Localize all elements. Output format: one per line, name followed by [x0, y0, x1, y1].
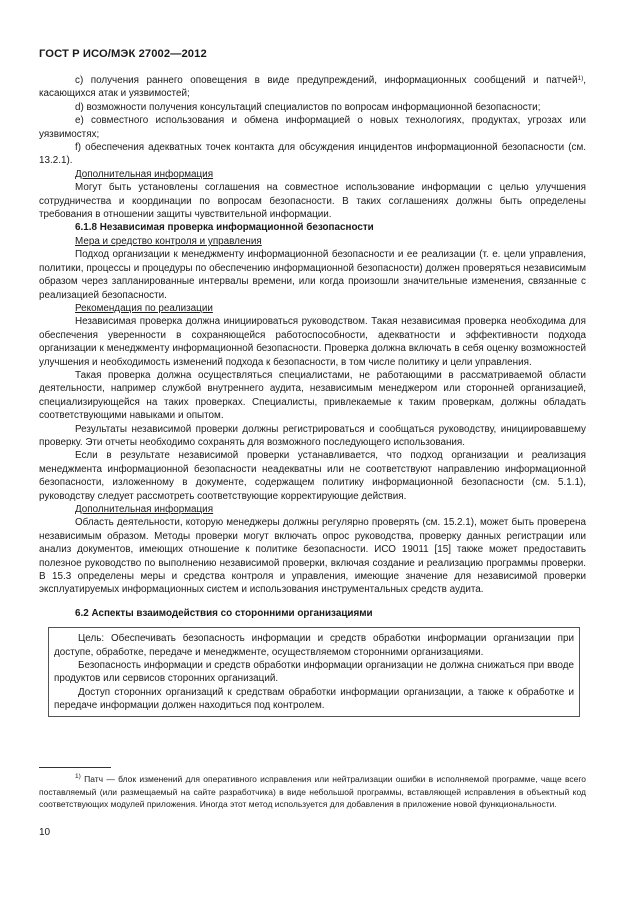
- measure-label: [39, 235, 586, 248]
- footnote-text: Патч — блок изменений для оперативного исправления или нейтрализации ошибки в исполняемой программе, чаще всего поставляемый (или размещаемый на сайте разработчика) в виде небольшой программы, вставляющей исправления в объектный код соответствующих модулей приложения. Иногда этот метод используется для добавления в приложение новой функциональности.: [39, 774, 586, 809]
- page-number: 10: [39, 827, 51, 838]
- footnote-mark: 1): [75, 773, 81, 780]
- recommendation-paragraph-4: Если в результате независимой проверки устанавливается, что подход организации и реализация менеджмента информационной безопасности неадекватны или не соответствуют направлению информационной безопасности, изложенному в документе, содержащем политику информационной безопасности (см. 5.1.1), руководству следует рассмотреть соответствующие корректирующие действия.: [39, 450, 586, 502]
- list-item-c-tail: , касающихся атак и уязвимостей;: [39, 75, 586, 100]
- additional-info-label-2-text: Дополнительная информация: [75, 504, 214, 515]
- list-item-e: e) совместного использования и обмена информацией о новых технологиях, продуктах, угрозах или уязвимостях;: [39, 115, 586, 140]
- section-title-6-2: 6.2 Аспекты взаимодействия со сторонними организациями: [75, 607, 373, 619]
- footnote-ref[interactable]: 1): [577, 75, 584, 82]
- recommendation-paragraph-3: Результаты независимой проверки должны регистрироваться и сообщаться руководству, инициировавшему проверку. Эти отчеты необходимо сохранять для возможного последующего использования.: [39, 423, 586, 448]
- list-item-d: d) возможности получения консультаций специалистов по вопросам информационной безопасности;: [75, 101, 541, 113]
- document-header: ГОСТ Р ИСО/МЭК 27002—2012: [39, 48, 207, 60]
- list-item-f: f) обеспечения адекватных точек контакта для обсуждения инцидентов информационной безопасности (см. 13.2.1).: [39, 142, 586, 167]
- page-body: [39, 74, 586, 717]
- list-item-c-text: c) получения раннего оповещения в виде предупреждений, информационных сообщений и патчей: [75, 75, 578, 86]
- goal-paragraph-2: Безопасность информации и средств обработки информации организации не должна снижаться при вводе продуктов или сервисов сторонних организаций.: [54, 660, 574, 685]
- list-item-c: [39, 74, 586, 101]
- footnote-paragraph: [39, 773, 586, 811]
- additional-info-label-2: [39, 503, 586, 516]
- additional-info-text: Могут быть установлены соглашения на совместное использование информации с целью улучшения сотрудничества и координации по вопросам безопасности. В таких соглашениях должны быть определены требования в отношении защиты чувствительной информации.: [39, 182, 586, 221]
- recommendation-label: [39, 302, 586, 315]
- additional-info-label-text: Дополнительная информация: [75, 168, 214, 180]
- recommendation-paragraph-1: Независимая проверка должна инициироваться руководством. Такая независимая проверка необходима для обеспечения уверенности в сохраняющейся работоспособности, адекватности и эффективности подхода организации к менеджменту информационной безопасности. Проверка должна включать в себя оценку возможностей улучшения и необходимость изменений подхода к безопасности, в том числе политику и цели управления.: [39, 316, 586, 368]
- section-title-6-1-8: 6.1.8 Независимая проверка информационной безопасности: [75, 222, 374, 234]
- additional-info-text-2: Область деятельности, которую менеджеры должны регулярно проверять (см. 15.2.1), может быть проверена независимым образом. Методы проверки могут включать опрос руководства, проверку данных регистрации или анализ документов, имеющих отношение к политике безопасности. ИСО 19011 [15] также может предоставить полезное руководство по выполнению независимой проверки, включая создание и реализацию программы проверки. В 15.3 определены меры и средства контроля и управления, имеющие значение для независимой проверки эксплуатируемых информационных систем и использования инструментальных средств аудита.: [39, 517, 586, 596]
- measure-text: Подход организации к менеджменту информационной безопасности и ее реализации (т. е. цели управления, политики, процессы и процедуры по обеспечению информационной безопасности) должен проверяться независимым образом через запланированные интервалы времени, или когда произошли значительные изменения, связанные с реализацией безопасности.: [39, 249, 586, 301]
- footnote: [39, 773, 586, 811]
- goal-paragraph-3: Доступ сторонних организаций к средствам обработки информации организации, а также к обработке и передаче информации должен находиться под контролем.: [54, 686, 574, 712]
- recommendation-paragraph-2: Такая проверка должна осуществляться специалистами, не работающими в рассматриваемой области деятельности, например службой внутреннего аудита, независимым менеджером или сторонней организацией, специализирующейся на таких проверках. Специалисты, привлекаемые к таким проверкам, должны обладать соответствующими навыками и опытом.: [39, 369, 586, 422]
- goal-paragraph-1: Цель: Обеспечивать безопасность информации и средств обработки информации организации при доступе, обработке, передаче и менеджменте, осуществляемом сторонними организациями.: [54, 633, 574, 658]
- measure-label-text: Мера и средство контроля и управления: [75, 235, 262, 247]
- goal-box: [48, 627, 580, 716]
- footnote-divider: [39, 767, 111, 768]
- recommendation-label-text: Рекомендация по реализации: [75, 302, 213, 314]
- additional-info-label: [39, 168, 586, 181]
